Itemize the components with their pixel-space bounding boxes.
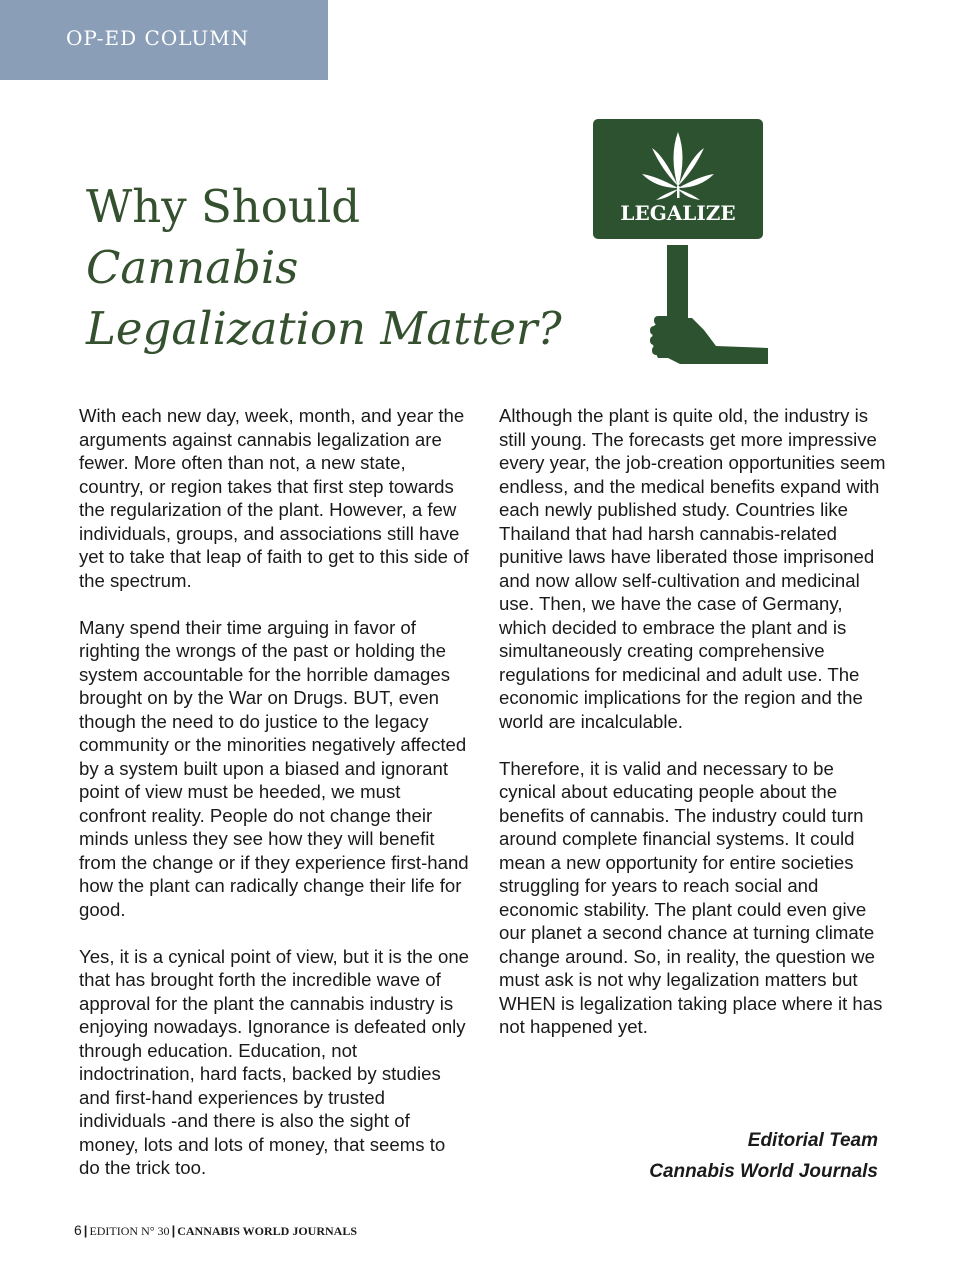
title-line-3: Legalization Matter? — [86, 302, 562, 355]
article-title — [86, 176, 586, 359]
article-column-right — [499, 404, 891, 1062]
title-line-2: Cannabis — [86, 241, 299, 294]
paragraph: Therefore, it is valid and necessary to be cynical about educating people about the benefits of cannabis. The industry could turn around complete financial systems. It could mean a new opportunity for entire societies struggling for years to reach social and economic stability. The plant could even give our planet a second chance at turning climate change around. So, in reality, the question we must ask is not why legalization matters but WHEN is legalization taking place where it has not happened yet. — [499, 757, 883, 1037]
signature — [649, 1125, 878, 1187]
page-number: 6 — [74, 1222, 82, 1238]
hand-finger — [654, 316, 671, 325]
edition-label: EDITION N° 30 — [89, 1224, 170, 1238]
paragraph: Although the plant is quite old, the industry is still young. The forecasts get more impressive every year, the job-creation opportunities seem endless, and the medical benefits expand with each newly published study. Countries like Thailand that had harsh cannabis-related punitive laws have liberated those imprisoned and now allow self-cultivation and medicinal use. Then, we have the case of Germany, which decided to embrace the plant and is simultaneously creating comprehensive regulations for medicinal and adult use. The economic implications for the region and the world are incalculable. — [499, 405, 886, 732]
sign-label: LEGALIZE — [620, 201, 736, 225]
article-column-left — [79, 404, 471, 1203]
signature-team: Editorial Team — [747, 1130, 878, 1151]
hand-finger — [650, 326, 670, 335]
hand-finger — [652, 346, 670, 355]
title-line-1: Why Should — [86, 180, 361, 233]
paragraph: Many spend their time arguing in favor of righting the wrongs of the past or holding the system accountable for the horrible damages brought on by the War on Drugs. BUT, even though the need to do justice to the legacy community or the minorities negatively affected by a system built upon a biased and ignorant point of view must be heeded, we must confront reality. People do not change their minds unless they see how they will benefit from the change or if they experience first-hand how the plant can radically change their life for good. — [79, 616, 469, 920]
signature-publication: Cannabis World Journals — [649, 1161, 878, 1182]
footer-divider: | — [171, 1223, 176, 1238]
page-footer — [74, 1222, 357, 1239]
paragraph: With each new day, week, month, and year the arguments against cannabis legalization are fewer. More often than not, a new state, country, or region takes that first step towards the regularization of the plant. However, a few individuals, groups, and associations still have yet to take that leap of faith to get to this side of the spectrum. — [79, 405, 469, 591]
sign-post — [667, 245, 688, 325]
hand-finger — [650, 336, 670, 345]
section-tag — [0, 0, 328, 80]
legalize-sign-illustration — [592, 118, 768, 366]
magazine-name: CANNABIS WORLD JOURNALS — [177, 1224, 358, 1238]
section-tag-label: OP-ED COLUMN — [66, 26, 250, 50]
paragraph: Yes, it is a cynical point of view, but it is the one that has brought forth the incredible wave of approval for the plant the cannabis industry is enjoying nowadays. Ignorance is defeated only through education. Education, not indoctrination, hard facts, backed by studies and first-hand experiences by trusted individuals -and there is also the sight of money, lots and lots of money, that seems to do the trick too. — [79, 945, 469, 1178]
footer-divider: | — [83, 1223, 88, 1238]
